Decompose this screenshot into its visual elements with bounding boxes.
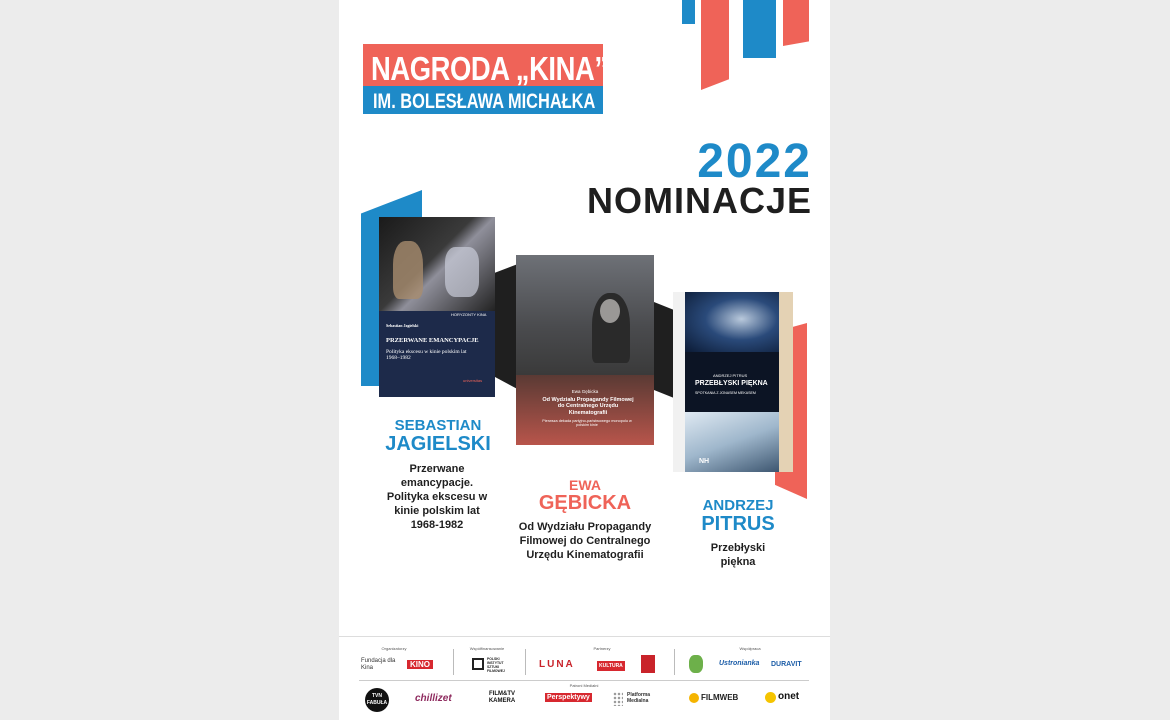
logo-filmweb-icon: [689, 693, 699, 703]
label-cofinancing: Współfinansowanie: [469, 646, 505, 651]
cover-photo-top: [685, 292, 779, 352]
logo-seal: [641, 655, 655, 673]
cover-subtitle: SPOTKANIA Z JONASEM MEKASEM: [695, 391, 756, 395]
cover-title: PRZERWANE EMANCYPACJE: [386, 337, 479, 344]
footer-separator: [453, 649, 454, 675]
logo-platforma-dots: [613, 692, 623, 706]
cover-photo-figure: [445, 247, 479, 297]
cover-subtitle: Pierwsza dekada partyjno-państwowego monopolu w polskim kinie: [542, 419, 632, 428]
logo-kino: KINO: [407, 660, 433, 669]
publisher-mark: NH: [699, 458, 710, 465]
book-cover-jagielski: [379, 217, 495, 397]
label-partners: Partnerzy: [593, 646, 611, 651]
label-media-patrons: Patroni Medialni: [569, 683, 599, 688]
cover-photo: [516, 255, 654, 375]
logo-pisf: POLSKI INSTYTUT SZTUKI FILMOWEJ: [487, 657, 505, 673]
book-title: Przebłyski piękna: [710, 542, 766, 568]
nominee-first-name: ANDRZEJ: [702, 497, 774, 514]
cover-publisher: universitas: [463, 378, 483, 383]
nominee-last-name: PITRUS: [701, 513, 775, 535]
logo-filmtv-kamera: FILM&TV KAMERA: [488, 691, 516, 704]
cover-author: Sebastian Jagielski: [386, 323, 419, 328]
logo-filmweb: FILMWEB: [701, 693, 739, 702]
logo-onet: onet: [778, 691, 800, 702]
cover-title: Od Wydziału Propagandy Filmowej do Centralnego Urzędu Kinematografii: [542, 397, 634, 416]
logo-ustronianka: Ustronianka: [719, 660, 760, 667]
cover-author: Ewa Gębicka: [571, 389, 599, 394]
cover-author: ANDRZEJ PITRUS: [713, 373, 748, 378]
footer-separator: [525, 649, 526, 675]
award-subtitle: IM. BOLESŁAWA MICHAŁKA: [373, 90, 596, 113]
year-heading: 2022: [697, 135, 812, 188]
nominee-last-name: JAGIELSKI: [385, 433, 491, 455]
cover-photo-face: [600, 299, 620, 323]
logo-fundacja: Fundacja dla Kina: [361, 658, 396, 671]
logo-luna: LUNA: [539, 659, 575, 670]
footer-separator: [674, 649, 675, 675]
logo-perspektywy: Perspektywy: [547, 694, 590, 701]
nominee-last-name: GĘBICKA: [538, 492, 632, 514]
logo-duravit: DURAVIT: [771, 661, 802, 668]
film-strip-left: [673, 292, 685, 472]
footer-divider: [359, 680, 809, 681]
book-cover-gebicka: [516, 255, 654, 445]
book-title: Od Wydziału Propagandy Filmowej do Centralnego Urzędu Kinematografii: [518, 521, 652, 561]
poster: [339, 0, 830, 720]
film-strip-right: [779, 292, 793, 472]
logo-pisf-mark: [472, 658, 484, 670]
nominee-first-name: SEBASTIAN: [394, 417, 482, 434]
logo-tvn-fabula: TVN FABUŁA: [365, 688, 389, 712]
deco-stripe-blue-2: [743, 0, 776, 58]
cover-photo-figure: [393, 241, 423, 299]
label-organizers: Organizatorzy: [381, 646, 407, 651]
deco-stripe-blue-1: [682, 0, 695, 24]
nominee-first-name: EWA: [569, 477, 601, 493]
cover-subtitle: Polityka ekscesu w kinie polskim lat 1968–1982: [386, 349, 467, 362]
cover-title: PRZEBŁYSKI PIĘKNA: [695, 380, 768, 387]
label-cooperation: Współpraca: [739, 646, 761, 651]
cover-series: HORYZONTY KINA: [451, 312, 487, 317]
logo-kultura: KULTURA: [599, 663, 623, 669]
sponsors-footer: [339, 636, 830, 720]
deco-stripe-red-1: [701, 0, 729, 90]
award-title: NAGRODA „KINA”: [371, 50, 608, 87]
logo-onet-icon: [765, 692, 776, 703]
nominations-heading: NOMINACJE: [586, 180, 812, 221]
logo-nature: [689, 655, 703, 673]
book-title: Przerwane emancypacje. Polityka ekscesu w kinie polskim lat 1968-1982: [386, 463, 488, 531]
logo-chillizet: chillizet: [415, 693, 452, 704]
logo-platforma-medialna: Platforma Medialna: [627, 692, 651, 704]
book-cover-pitrus: [673, 292, 793, 472]
deco-stripe-red-2: [783, 0, 809, 46]
